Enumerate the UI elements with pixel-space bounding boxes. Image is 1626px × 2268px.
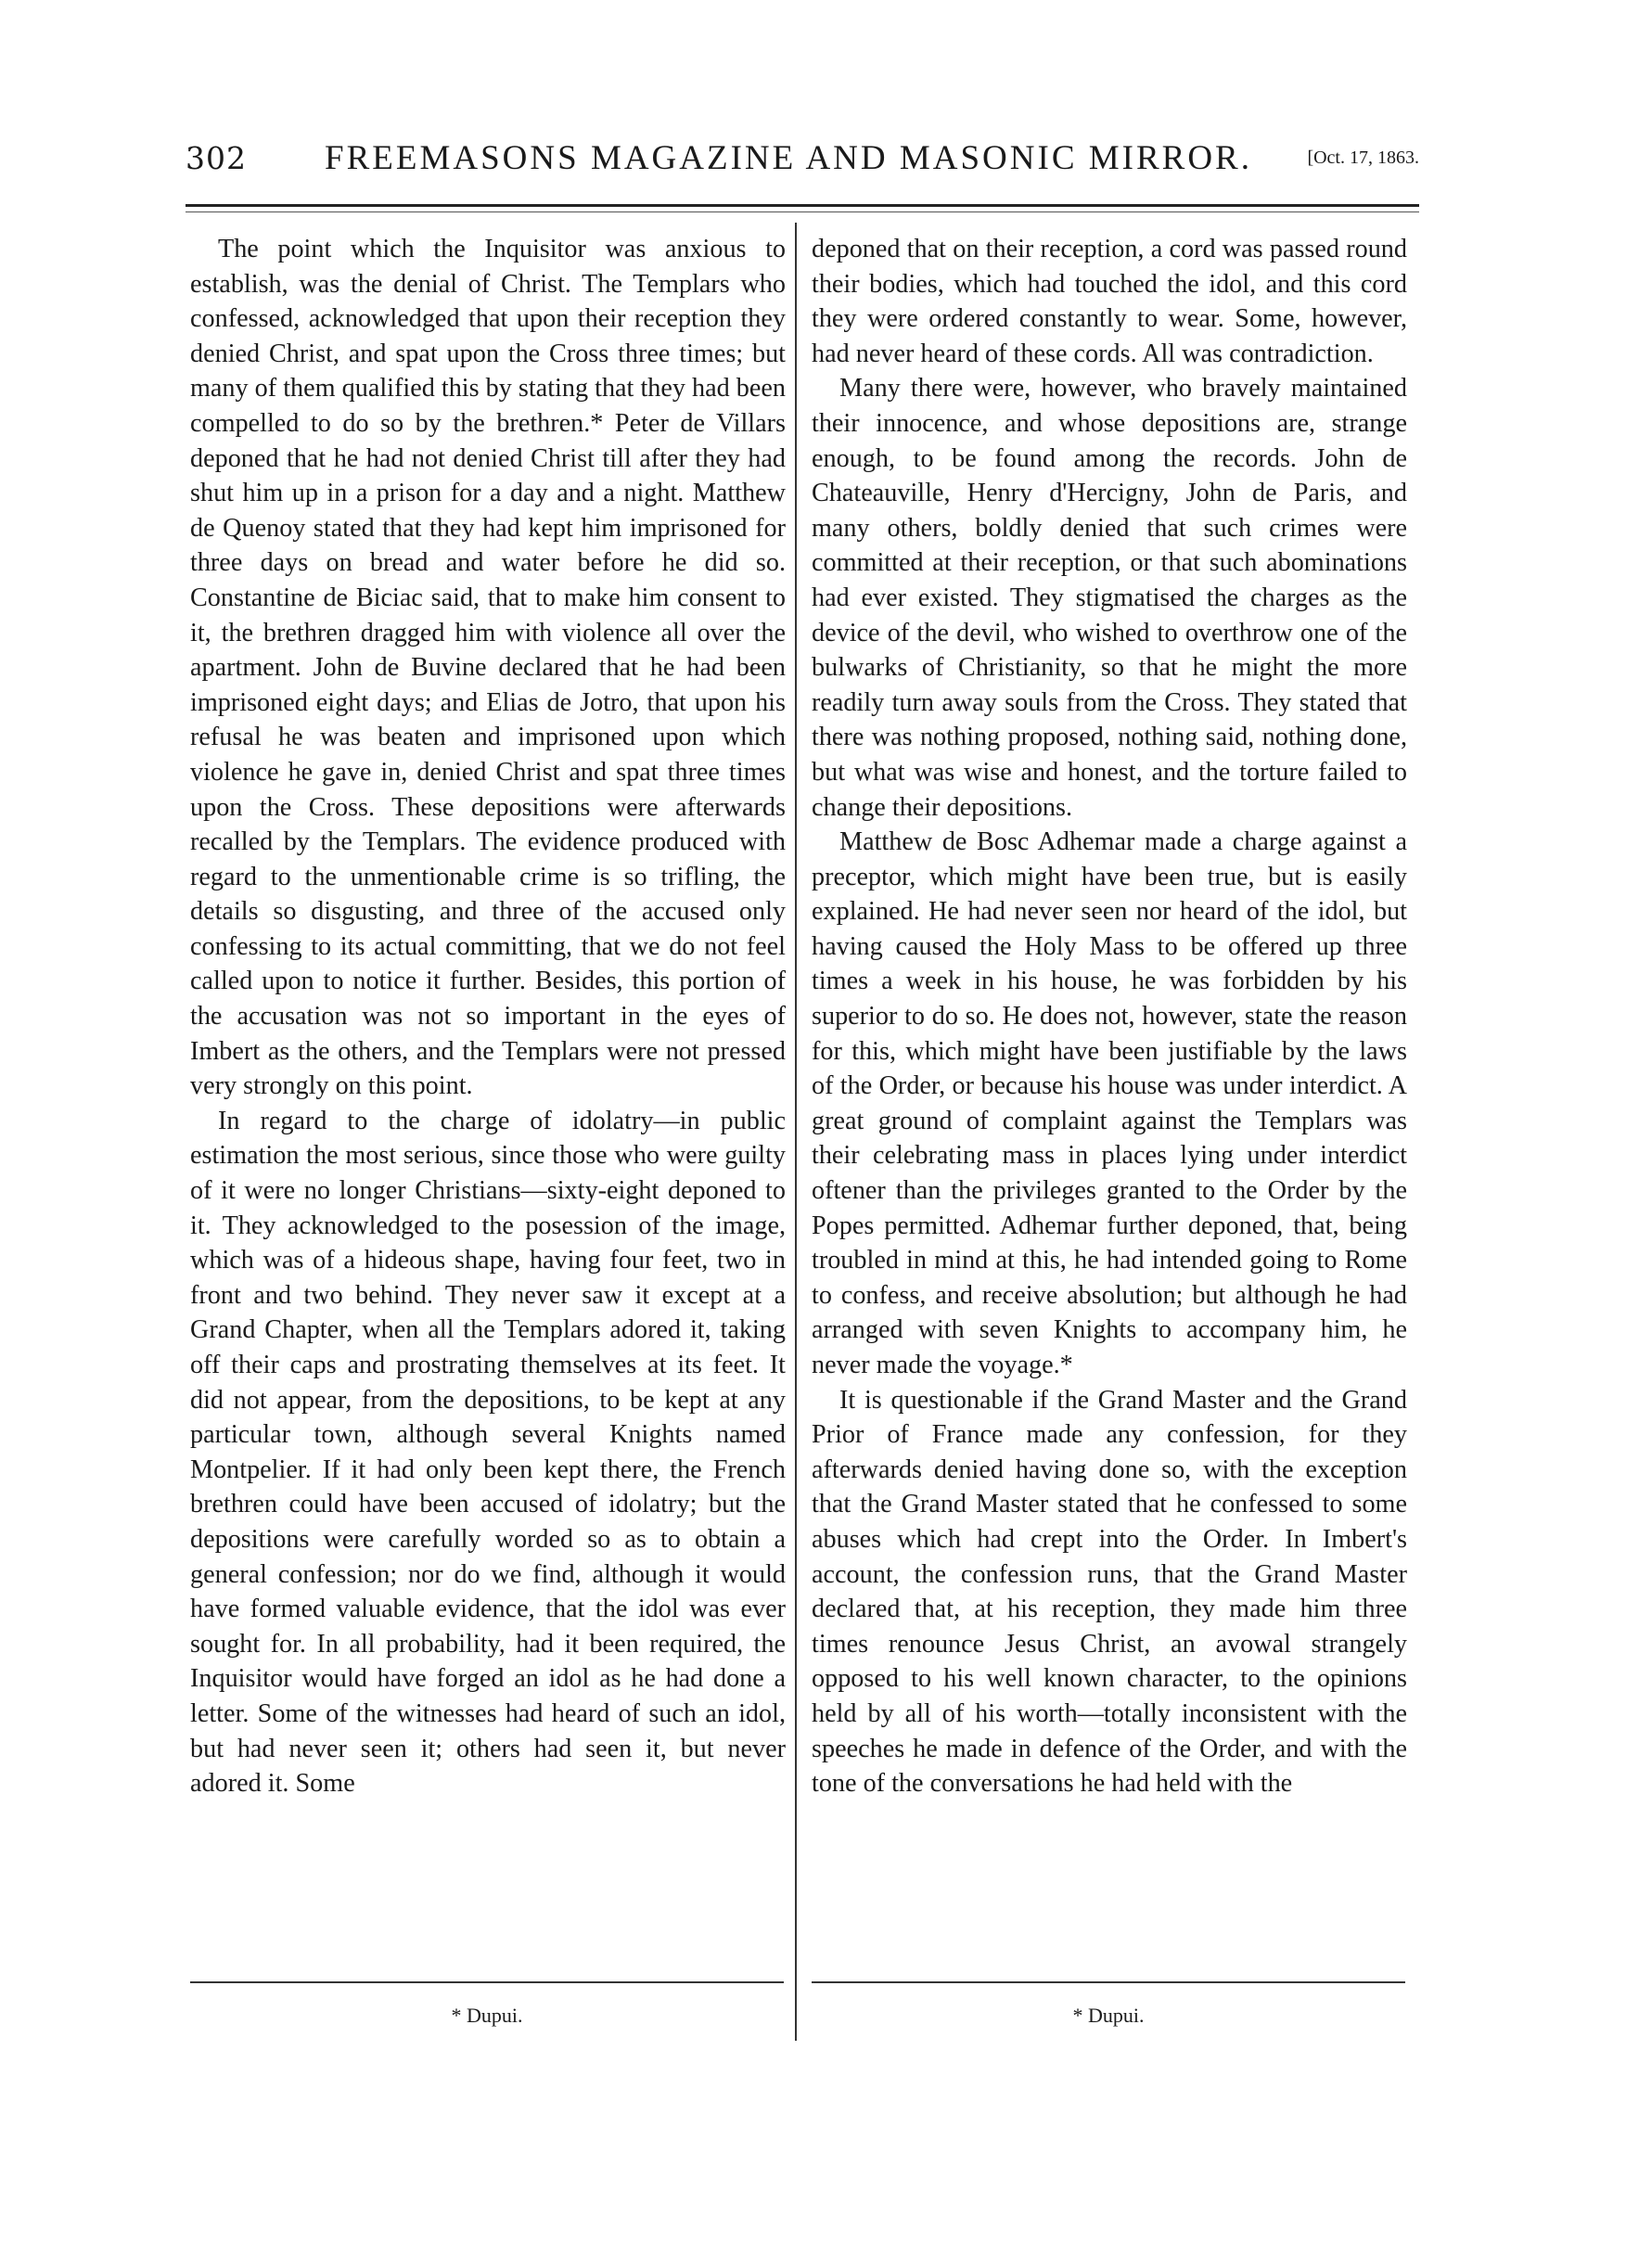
footnote-left: * Dupui. (451, 2004, 523, 2027)
right-column (812, 232, 1407, 1801)
footnote-right: * Dupui. (1072, 2004, 1145, 2027)
left-column (190, 232, 786, 1801)
masthead-title: FREEMASONS MAGAZINE AND MASONIC MIRROR. (325, 139, 1252, 177)
paragraph: It is questionable if the Grand Master and the Grand Prior of France made any confession, for they afterwards denied having done so, with the exception that the Grand Master stated that he confessed to some abuses which had crept into the Order. In Imbert's account, the confession runs, that the Grand Master declared that, at his reception, they made him three times renounce Jesus Christ, an avowal strangely opposed to his well known character, to the opinions held by all of his worth—totally inconsistent with the speeches he made in defence of the Order, and with the tone of the conversations he had held with the (812, 1385, 1407, 1799)
footnote-rule-left (190, 1981, 784, 1983)
page-number: 302 (186, 140, 247, 176)
paragraph: Matthew de Bosc Adhemar made a charge against a preceptor, which might have been true, but is easily explained. He had never seen nor heard of the idol, but having caused the Holy Mass to be offered up three times a week in his house, he was forbidden by his superior to do so. He does not, however, state the reason for this, which might have been justifiable by the laws of the Order, or because his house was under interdict. A great ground of complaint against the Templars was their celebrating mass in places lying under interdict oftener than the privileges granted to the Order by the Popes permitted. Adhemar further deponed, that, being troubled in mind at this, he had intended going to Rome to confess, and receive absolution; but although he had arranged with seven Knights to accompany him, he never made the voyage.* (812, 827, 1407, 1379)
footnote-rule-right (812, 1981, 1405, 1983)
paragraph: In regard to the charge of idolatry—in public estimation the most serious, since those who were guilty of it were no longer Christians—sixty-eight deponed to it. They acknowledged to the posession of the image, which was of a hideous shape, having four feet, two in front and two behind. They never saw it except at a Grand Chapter, when all the Templars adored it, taking off their caps and prostrating themselves at its feet. It did not appear, from the depositions, to be kept at any particular town, although several Knights named Montpelier. If it had only been kept there, the French brethren could have been accused of idolatry; but the depositions were carefully worded so as to obtain a general confession; nor do we find, although it would have formed valuable evidence, that the idol was ever sought for. In all probability, had it been required, the Inquisitor would have forged an idol as he had done a letter. Some of the witnesses had heard of such an idol, but had never seen it; others had seen it, but never adored it. Some (190, 1106, 786, 1799)
header-rule (186, 204, 1419, 207)
column-divider (795, 223, 797, 2041)
page-header (186, 135, 1419, 190)
paragraph: Many there were, however, who bravely maintained their innocence, and whose depositions are, strange enough, to be found among the records. John de Chateauville, Henry d'Hercigny, John de Paris, and many others, boldly denied that such crimes were committed at their reception, or that such abominations had ever existed. They stigmatised the charges as the device of the devil, who wished to overthrow one of the bulwarks of Christianity, so that he might the more readily turn away souls from the Cross. They stated that there was nothing proposed, nothing said, nothing done, but what was wise and honest, and the torture failed to change their depositions. (812, 374, 1407, 822)
header-rule-thin (186, 211, 1419, 212)
paragraph: deponed that on their reception, a cord was passed round their bodies, which had touched the idol, and this cord they were ordered constantly to wear. Some, however, had never heard of these cords. All was contradiction. (812, 235, 1407, 368)
issue-date: [Oct. 17, 1863. (1307, 147, 1419, 168)
paragraph: The point which the Inquisitor was anxious to establish, was the denial of Christ. The Templars who confessed, acknowledged that upon their reception they denied Christ, and spat upon the Cross three times; but many of them qualified this by stating that they had been compelled to do so by the brethren.* Peter de Villars deponed that he had not denied Christ till after they had shut him up in a prison for a day and a night. Matthew de Quenoy stated that they had kept him imprisoned for three days on bread and water before he did so. Constantine de Biciac said, that to make him consent to it, the brethren dragged him with violence all over the apartment. John de Buvine declared that he had been imprisoned eight days; and Elias de Jotro, that upon his refusal he was beaten and imprisoned upon which violence he gave in, denied Christ and spat three times upon the Cross. These depositions were afterwards recalled by the Templars. The evidence produced with regard to the unmentionable crime is so trifling, the details so disgusting, and three of the accused only confessing to its actual committing, that we do not feel called upon to notice it further. Besides, this portion of the accusation was not so important in the eyes of Imbert as the others, and the Templars were not pressed very strongly on this point. (190, 235, 786, 1101)
